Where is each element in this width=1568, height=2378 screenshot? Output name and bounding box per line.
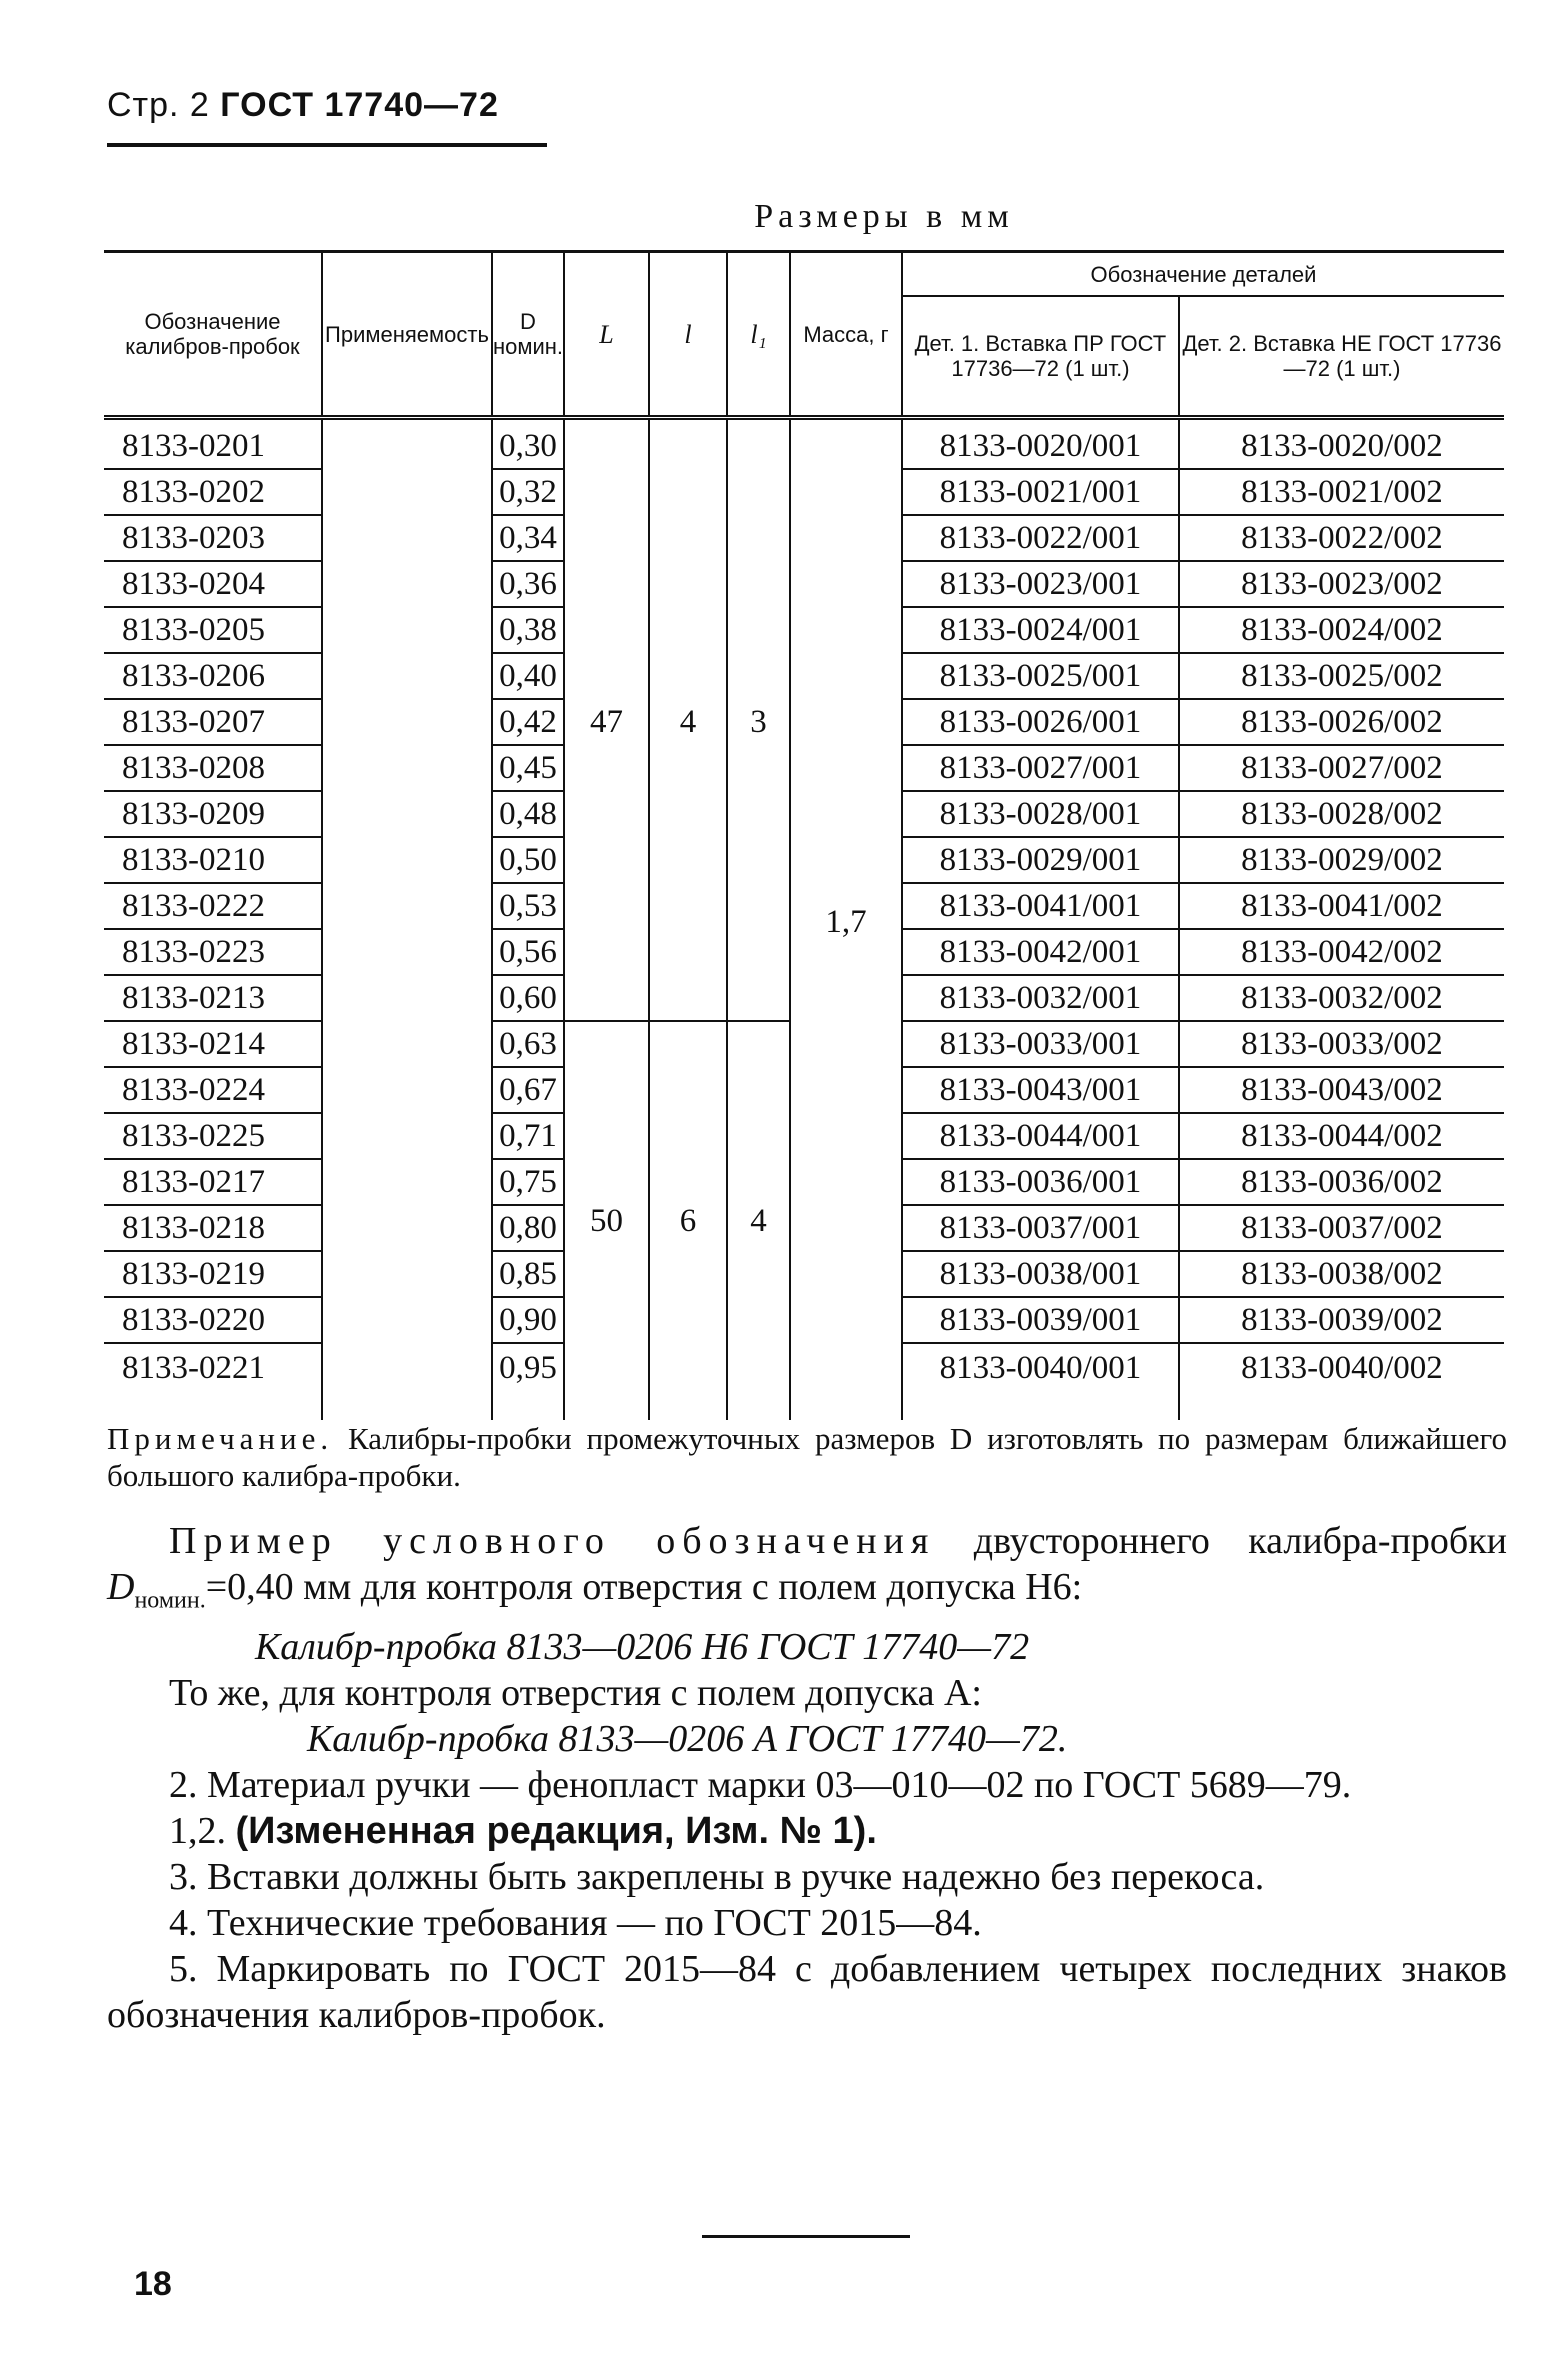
cell-group2-l1: 4	[727, 1021, 790, 1420]
cell-applicability	[322, 469, 492, 515]
cell-det2: 8133-0028/002	[1179, 791, 1504, 837]
table-body	[104, 418, 1504, 1421]
col-l1: l₁	[727, 252, 790, 418]
cell-d: 0,85	[492, 1251, 564, 1297]
cell-d: 0,95	[492, 1343, 564, 1420]
col-L: L	[564, 252, 649, 418]
col-det2: Дет. 2. Вставка НЕ ГОСТ 17736—72 (1 шт.)	[1179, 296, 1504, 418]
cell-det1: 8133-0023/001	[902, 561, 1179, 607]
item-2: 2. Материал ручки — фенопласт марки 03—010—02 по ГОСТ 5689—79.	[169, 1763, 1352, 1806]
cell-applicability	[322, 975, 492, 1021]
item-5: 5. Маркировать по ГОСТ 2015—84 с добавлением четырех последних знаков обозначения калибров-пробок.	[107, 1947, 1507, 2036]
cell-d: 0,56	[492, 929, 564, 975]
cell-det2: 8133-0039/002	[1179, 1297, 1504, 1343]
cell-det2: 8133-0042/002	[1179, 929, 1504, 975]
cell-d: 0,50	[492, 837, 564, 883]
cell-group2-L: 50	[564, 1021, 649, 1420]
cell-det2: 8133-0038/002	[1179, 1251, 1504, 1297]
cell-det1: 8133-0044/001	[902, 1113, 1179, 1159]
cell-d: 0,71	[492, 1113, 564, 1159]
cell-applicability	[322, 1205, 492, 1251]
cell-code: 8133-0219	[104, 1251, 322, 1297]
revision-note: 1,2. (Измененная редакция, Изм. № 1).	[169, 1809, 877, 1852]
cell-det1: 8133-0038/001	[902, 1251, 1179, 1297]
cell-d: 0,63	[492, 1021, 564, 1067]
cell-det1: 8133-0039/001	[902, 1297, 1179, 1343]
cell-d: 0,53	[492, 883, 564, 929]
cell-det2: 8133-0043/002	[1179, 1067, 1504, 1113]
cell-det2: 8133-0025/002	[1179, 653, 1504, 699]
cell-det2: 8133-0024/002	[1179, 607, 1504, 653]
table-row	[104, 418, 1504, 470]
cell-det1: 8133-0042/001	[902, 929, 1179, 975]
cell-code: 8133-0205	[104, 607, 322, 653]
cell-code: 8133-0220	[104, 1297, 322, 1343]
cell-code: 8133-0225	[104, 1113, 322, 1159]
cell-det2: 8133-0023/002	[1179, 561, 1504, 607]
item-4: 4. Технические требования — по ГОСТ 2015—84.	[169, 1901, 982, 1944]
example-1: Калибр-пробка 8133—0206 H6 ГОСТ 17740—72	[255, 1625, 1030, 1668]
cell-d: 0,40	[492, 653, 564, 699]
cell-group1-l: 4	[649, 418, 727, 1022]
cell-det2: 8133-0044/002	[1179, 1113, 1504, 1159]
col-applicability: Применяемость	[322, 252, 492, 418]
page-label: Стр. 2	[107, 86, 210, 124]
cell-d: 0,32	[492, 469, 564, 515]
col-group-details: Обозначение деталей	[902, 252, 1504, 297]
cell-group2-l: 6	[649, 1021, 727, 1420]
cell-code: 8133-0218	[104, 1205, 322, 1251]
example-2: Калибр-пробка 8133—0206 А ГОСТ 17740—72.	[307, 1717, 1068, 1760]
cell-d: 0,80	[492, 1205, 564, 1251]
cell-code: 8133-0207	[104, 699, 322, 745]
cell-det1: 8133-0033/001	[902, 1021, 1179, 1067]
gauge-table	[104, 250, 1504, 1420]
cell-det2: 8133-0026/002	[1179, 699, 1504, 745]
cell-det1: 8133-0020/001	[902, 418, 1179, 470]
col-designation: Обозначение калибров-пробок	[104, 252, 322, 418]
cell-det1: 8133-0036/001	[902, 1159, 1179, 1205]
cell-applicability	[322, 418, 492, 470]
cell-applicability	[322, 791, 492, 837]
cell-d: 0,36	[492, 561, 564, 607]
footer-rule	[702, 2235, 910, 2238]
cell-applicability	[322, 1159, 492, 1205]
cell-det1: 8133-0037/001	[902, 1205, 1179, 1251]
cell-d: 0,42	[492, 699, 564, 745]
cell-det2: 8133-0037/002	[1179, 1205, 1504, 1251]
same-text: То же, для контроля отверстия с полем допуска A:	[169, 1671, 982, 1714]
cell-applicability	[322, 1251, 492, 1297]
cell-applicability	[322, 561, 492, 607]
cell-code: 8133-0223	[104, 929, 322, 975]
cell-applicability	[322, 515, 492, 561]
cell-det1: 8133-0043/001	[902, 1067, 1179, 1113]
cell-det1: 8133-0021/001	[902, 469, 1179, 515]
cell-det2: 8133-0027/002	[1179, 745, 1504, 791]
example-paragraph: Пример условного обозначения двустороннего калибра-пробки $D_{номин.}=0,40$ мм для контроля отверстия с полем допуска H6:	[107, 1520, 1507, 1614]
cell-applicability	[322, 607, 492, 653]
cell-code: 8133-0217	[104, 1159, 322, 1205]
cell-applicability	[322, 653, 492, 699]
col-d: D номин.	[492, 252, 564, 418]
cell-det2: 8133-0040/002	[1179, 1343, 1504, 1420]
cell-det1: 8133-0032/001	[902, 975, 1179, 1021]
cell-det2: 8133-0041/002	[1179, 883, 1504, 929]
cell-code: 8133-0208	[104, 745, 322, 791]
cell-code: 8133-0224	[104, 1067, 322, 1113]
cell-d: 0,67	[492, 1067, 564, 1113]
cell-code: 8133-0201	[104, 418, 322, 470]
cell-d: 0,90	[492, 1297, 564, 1343]
cell-det2: 8133-0021/002	[1179, 469, 1504, 515]
item-3: 3. Вставки должны быть закреплены в ручке надежно без перекоса.	[169, 1855, 1265, 1898]
cell-applicability	[322, 1297, 492, 1343]
cell-det2: 8133-0022/002	[1179, 515, 1504, 561]
cell-det1: 8133-0022/001	[902, 515, 1179, 561]
col-l: l	[649, 252, 727, 418]
cell-det2: 8133-0036/002	[1179, 1159, 1504, 1205]
cell-group1-L: 47	[564, 418, 649, 1022]
cell-d: 0,30	[492, 418, 564, 470]
cell-code: 8133-0214	[104, 1021, 322, 1067]
cell-applicability	[322, 883, 492, 929]
cell-code: 8133-0203	[104, 515, 322, 561]
cell-d: 0,48	[492, 791, 564, 837]
cell-det1: 8133-0025/001	[902, 653, 1179, 699]
body-text	[107, 1518, 1507, 2038]
page-number: 18	[134, 2265, 172, 2303]
cell-applicability	[322, 699, 492, 745]
cell-d: 0,60	[492, 975, 564, 1021]
table-caption: Размеры в мм	[754, 198, 1014, 235]
cell-applicability	[322, 1113, 492, 1159]
cell-applicability	[322, 837, 492, 883]
cell-det1: 8133-0024/001	[902, 607, 1179, 653]
cell-group1-l1: 3	[727, 418, 790, 1022]
cell-det2: 8133-0032/002	[1179, 975, 1504, 1021]
standard-title: ГОСТ 17740—72	[220, 86, 499, 124]
cell-applicability	[322, 1021, 492, 1067]
cell-det1: 8133-0040/001	[902, 1343, 1179, 1420]
cell-d: 0,34	[492, 515, 564, 561]
cell-det1: 8133-0041/001	[902, 883, 1179, 929]
cell-code: 8133-0210	[104, 837, 322, 883]
cell-det1: 8133-0027/001	[902, 745, 1179, 791]
cell-det1: 8133-0026/001	[902, 699, 1179, 745]
cell-det2: 8133-0020/002	[1179, 418, 1504, 470]
cell-det1: 8133-0029/001	[902, 837, 1179, 883]
cell-d: 0,38	[492, 607, 564, 653]
note-label: Примечание.	[107, 1421, 334, 1456]
cell-code: 8133-0222	[104, 883, 322, 929]
cell-d: 0,75	[492, 1159, 564, 1205]
cell-code: 8133-0221	[104, 1343, 322, 1420]
page-header	[107, 86, 499, 125]
col-det1: Дет. 1. Вставка ПР ГОСТ 17736—72 (1 шт.)	[902, 296, 1179, 418]
cell-d: 0,45	[492, 745, 564, 791]
cell-det2: 8133-0033/002	[1179, 1021, 1504, 1067]
cell-applicability	[322, 1343, 492, 1420]
cell-det2: 8133-0029/002	[1179, 837, 1504, 883]
cell-code: 8133-0204	[104, 561, 322, 607]
header-rule	[107, 143, 547, 147]
cell-applicability	[322, 1067, 492, 1113]
cell-code: 8133-0209	[104, 791, 322, 837]
col-mass: Масса, г	[790, 252, 902, 418]
note-text: Калибры-пробки промежуточных размеров D изготовлять по размерам ближайшего большого калибра-пробки.	[107, 1421, 1507, 1493]
cell-code: 8133-0202	[104, 469, 322, 515]
cell-det1: 8133-0028/001	[902, 791, 1179, 837]
cell-applicability	[322, 929, 492, 975]
table-note	[107, 1420, 1507, 1494]
cell-code: 8133-0213	[104, 975, 322, 1021]
cell-mass: 1,7	[790, 418, 902, 1421]
cell-code: 8133-0206	[104, 653, 322, 699]
cell-applicability	[322, 745, 492, 791]
